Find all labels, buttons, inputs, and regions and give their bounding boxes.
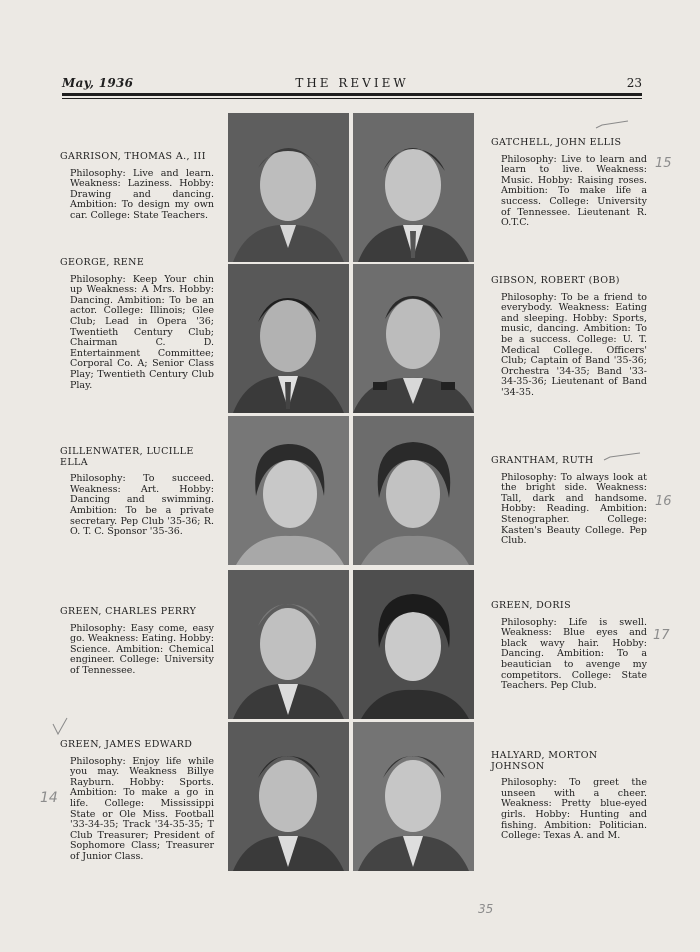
student-description: Philosophy: To greet the unseen with a cheer. Weakness: Pretty blue-eyed girls. Hobby: Hunting and fishing. Ambition: Politician. College: Texas A. and M.	[501, 777, 647, 842]
portrait-photo-george	[228, 264, 349, 413]
student-description: Philosophy: Easy come, easy go. Weakness: Eating. Hobby: Science. Ambition: Chemical engineer. College: University of Tennessee.	[70, 622, 214, 676]
student-name: GATCHELL, JOHN ELLIS	[491, 137, 622, 148]
issue-date: May, 1936	[62, 76, 134, 90]
senior-entry	[60, 447, 214, 538]
senior-entry	[491, 138, 647, 229]
senior-entry	[60, 607, 214, 677]
portrait-photo-gatchell	[353, 113, 474, 262]
pencil-mark: 15	[655, 156, 672, 171]
pencil-mark: 17	[653, 628, 670, 643]
student-name: GREEN, CHARLES PERRY	[60, 606, 197, 617]
student-name: GILLENWATER, LUCILLE ELLA	[60, 446, 194, 468]
student-description: Philosophy: Life is swell. Weakness: Blue eyes and black wavy hair. Hobby: Dancing. Ambition: To a beautician to avenge my competitors. College: State Teachers. Pep Club.	[501, 616, 647, 692]
portrait-photo-green-doris	[353, 570, 474, 719]
pencil-mark: 35	[478, 902, 494, 916]
student-description: Philosophy: To succeed. Weakness: Art. Hobby: Dancing and swimming. Ambition: To be a private secretary. Pep Club '35-36; R. O. T. C. Sponsor '35-36.	[70, 473, 214, 538]
portrait-photo-gillenwater	[228, 416, 349, 565]
senior-entry	[491, 601, 647, 692]
senior-entry	[60, 740, 214, 863]
pencil-checkmark-icon	[50, 716, 70, 738]
pencil-mark: 16	[655, 494, 672, 509]
portrait-photo-green-charles	[228, 570, 349, 719]
student-name: GEORGE, RENE	[60, 257, 145, 268]
header-rule-thick	[62, 93, 642, 96]
student-description: Philosophy: Live to learn and learn to live. Weakness: Music. Hobby: Raising roses. Ambition: To make life a success. College: University of Tennessee. Lieutenant R. O.T.C.	[501, 153, 647, 229]
portrait-photo-green-james	[228, 722, 349, 871]
senior-entry	[491, 751, 647, 842]
student-name: GRANTHAM, RUTH	[491, 455, 594, 466]
senior-entry	[60, 152, 214, 222]
pencil-mark: 14	[40, 790, 58, 806]
senior-entry	[60, 258, 214, 391]
header-rule-thin	[62, 98, 642, 99]
student-name: GREEN, DORIS	[491, 600, 571, 611]
publication-title: THE REVIEW	[295, 76, 409, 90]
senior-entry	[491, 276, 647, 399]
student-description: Philosophy: Live and learn. Weakness: Laziness. Hobby: Drawing and dancing. Ambition: To design my own car. College: State Teachers.	[70, 167, 214, 221]
portrait-photo-halyard	[353, 722, 474, 871]
pencil-checkmark-icon	[592, 118, 632, 132]
student-name: HALYARD, MORTON JOHNSON	[491, 750, 598, 772]
student-description: Philosophy: Keep Your chin up Weakness: A Mrs. Hobby: Dancing. Ambition: To be an actor. College: Illinois; Glee Club; Lead in Opera '36; Twentieth Century Club; Chairman C. D. Entertainment Committee; Corporal Co. A; Senior Class Play; Twentieth Century Club Play.	[70, 273, 214, 391]
student-description: Philosophy: Enjoy life while you may. Weakness Billye Rayburn. Hobby: Sports. Ambition: To make a go in life. College: Mississippi State or Ole Miss. Football '33-34-35; Track '34-35-35; T Club Treasurer; President of Sophomore Class; Treasurer of Junior Class.	[70, 755, 214, 862]
student-name: GREEN, JAMES EDWARD	[60, 739, 193, 750]
portrait-photo-gibson	[353, 264, 474, 413]
portrait-photo-garrison	[228, 113, 349, 262]
page-number: 23	[626, 76, 642, 90]
student-description: Philosophy: To be a friend to everybody. Weakness: Eating and sleeping. Hobby: Sports, music, dancing. Ambition: To be a success. College: U. T. Medical College. Officers' Club; Captain of Band '35-36; Orchestra '34-35; Band '33-34-35-36; Lieutenant of Band '34-35.	[501, 291, 647, 398]
pencil-checkmark-icon	[600, 450, 644, 464]
student-name: GARRISON, THOMAS A., III	[60, 151, 206, 162]
senior-entry	[491, 456, 647, 547]
student-description: Philosophy: To always look at the bright side. Weakness: Tall, dark and handsome. Hobby: Reading. Ambition: Stenographer. College: Kasten's Beauty College. Pep Club.	[501, 471, 647, 547]
student-name: GIBSON, ROBERT (BOB)	[491, 275, 620, 286]
portrait-photo-grantham	[353, 416, 474, 565]
